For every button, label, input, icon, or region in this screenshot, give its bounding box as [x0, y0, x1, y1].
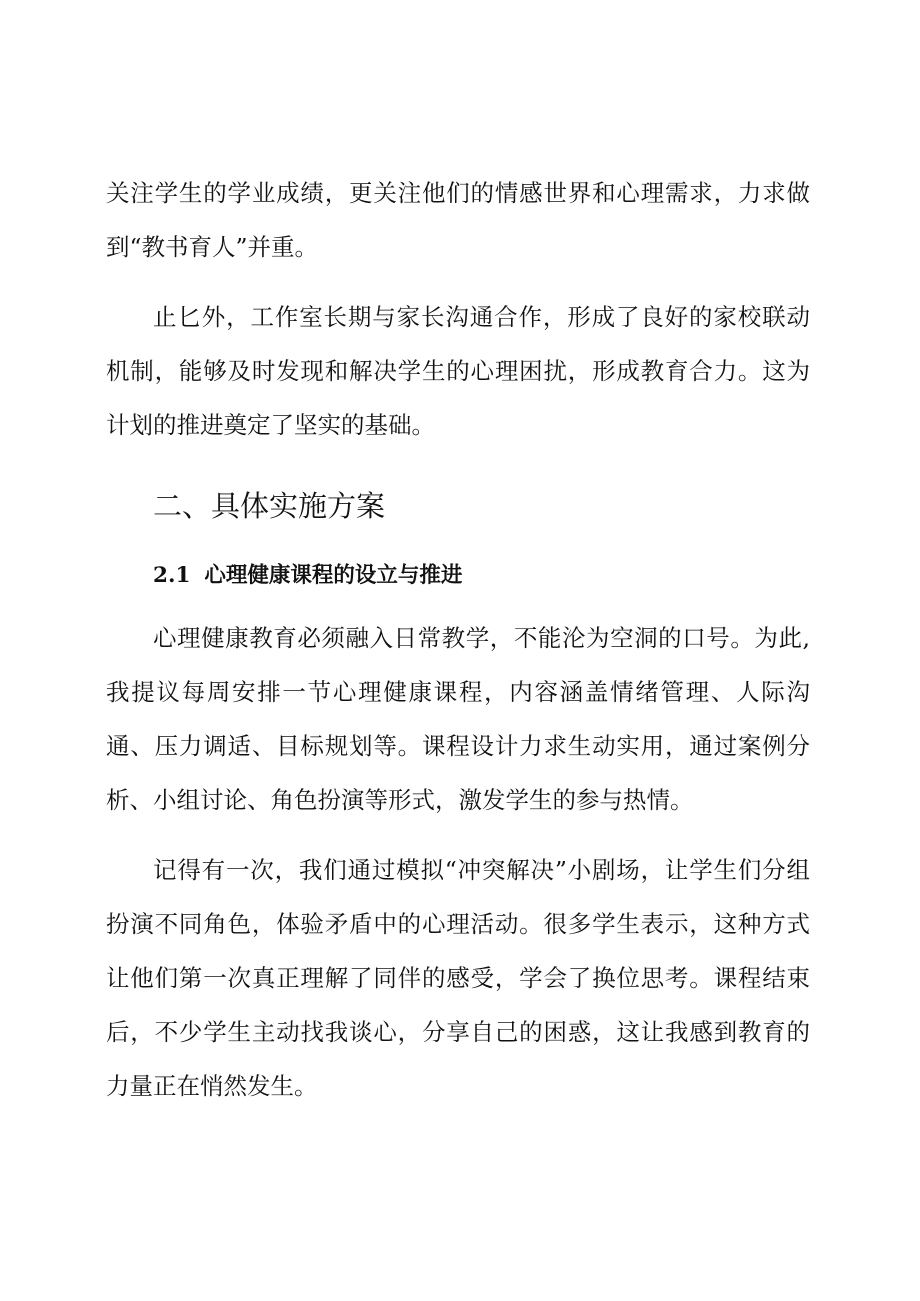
paragraph-gap — [106, 274, 810, 290]
subsection-number: 2.1 — [153, 563, 191, 588]
section-heading: 二、具体实施方案 — [153, 489, 386, 523]
paragraph-home-school-cooperation: 止匕外，工作室长期与家长沟通合作，形成了良好的家校联动机制，能够及时发现和解决学生的心理困扰，形成教育合力。这为计划的推进奠定了坚实的基础。 — [106, 303, 810, 439]
section-gap — [106, 452, 810, 486]
document-body — [106, 166, 810, 1113]
subsection-title: 心理健康课程的设立与推进 — [204, 563, 463, 588]
paragraph-course-plan: 心理健康教育必须融入日常教学，不能沦为空洞的口号。为此,我提议每周安排一节心理健康课程，内容涵盖情绪管理、人际沟通、压力调适、目标规划等。课程设计力求生动实用，通过案例分析、小组讨论、角色扮演等形式，激发学生的参与热情。 — [106, 624, 810, 814]
subheading-gap — [106, 592, 810, 611]
heading-gap — [106, 526, 810, 560]
paragraph-course-example: 记得有一次，我们通过模拟“冲突解决”小剧场，让学生们分组扮演不同角色，体验矛盾中的心理活动。很多学生表示，这种方式让他们第一次真正理解了同伴的感受，学会了换位思考。课程结束后，不少学生主动找我谈心，分享自己的困惑，这让我感到教育的力量正在悄然发生。 — [106, 856, 810, 1100]
paragraph-gap — [106, 827, 810, 843]
subsection-heading — [106, 560, 810, 592]
paragraph-continuation: 关注学生的学业成绩，更关注他们的情感世界和心理需求，力求做到“教书育人”并重。 — [106, 179, 810, 261]
